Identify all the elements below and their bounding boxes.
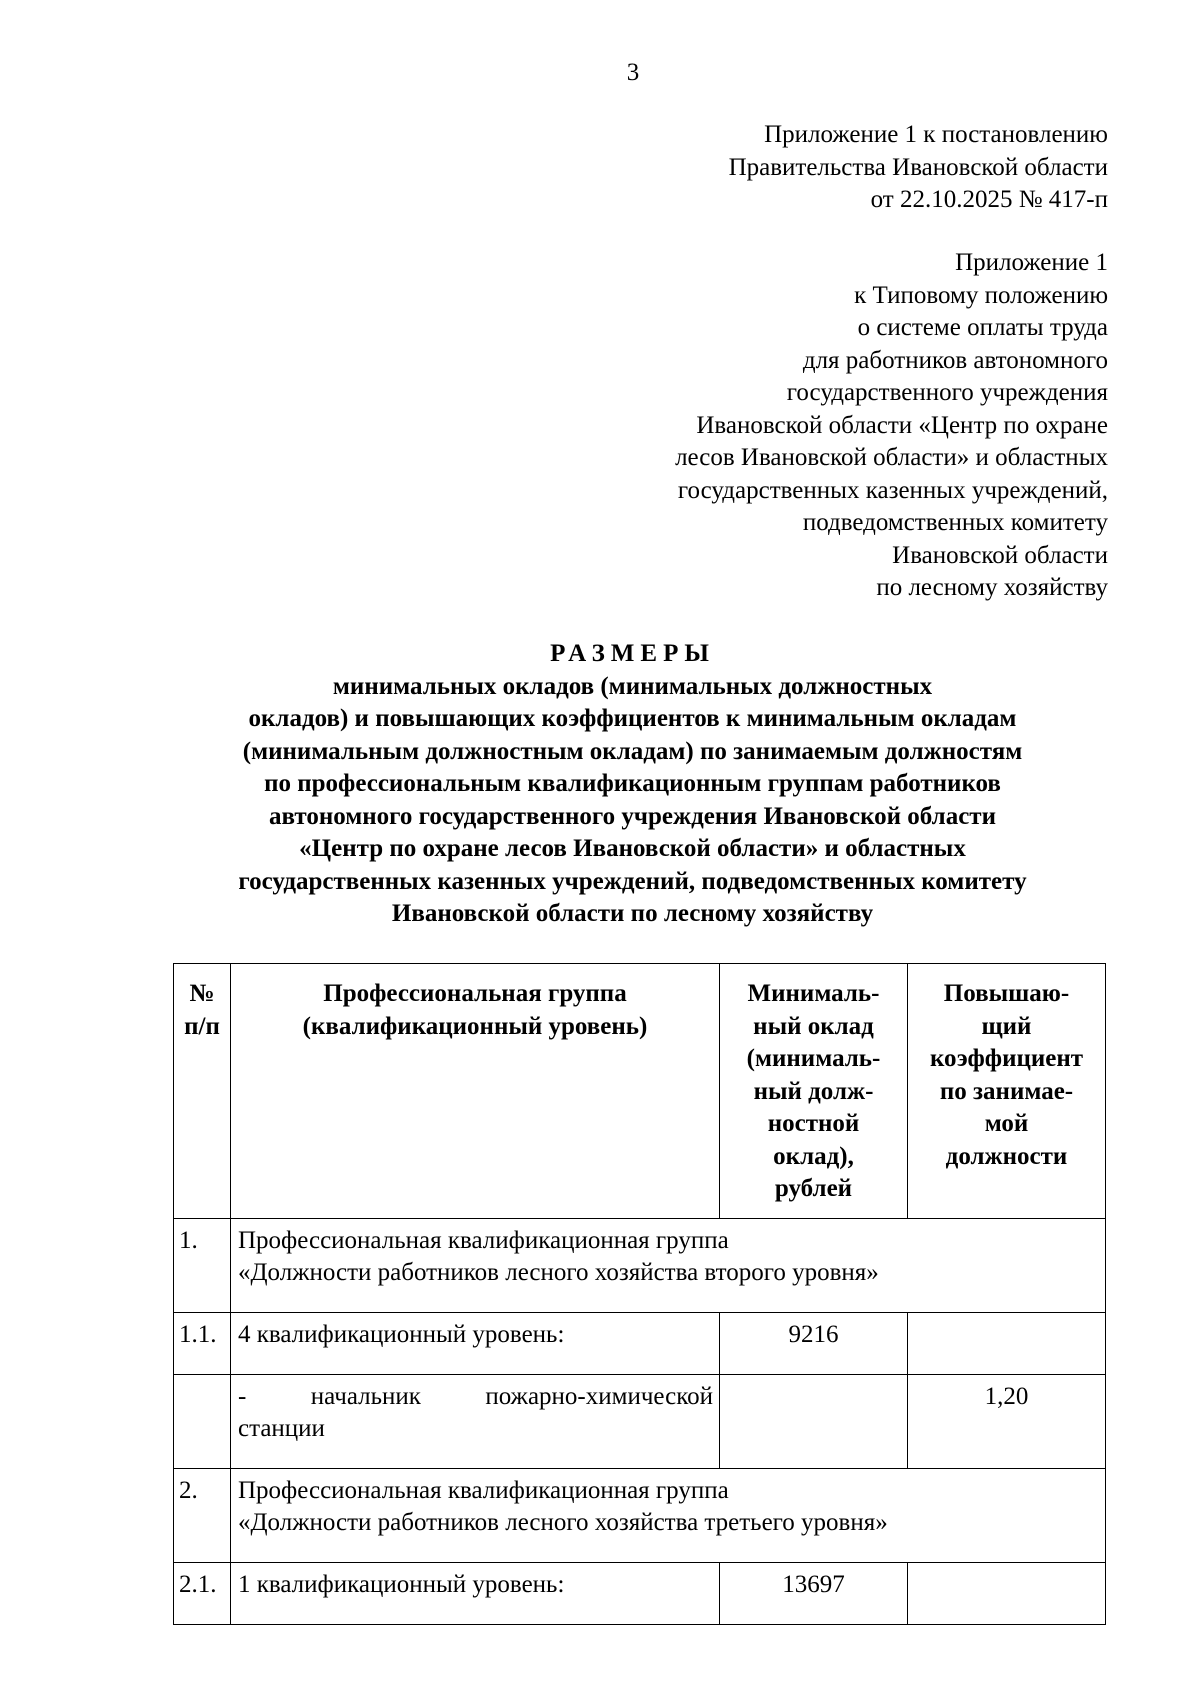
appendix-line: государственных казенных учреждений,: [677, 476, 1108, 504]
header-text: мой: [984, 1110, 1029, 1137]
position-line: станции: [238, 1415, 325, 1442]
appendix-regulation-header: [675, 247, 1108, 605]
header-coefficient: [908, 964, 1106, 1219]
appendix-line: государственного учреждения: [786, 379, 1108, 406]
row-number: 2.1.: [174, 1562, 231, 1624]
header-text: (квалификационный уровень): [302, 1012, 648, 1040]
salary-cell: 13697: [720, 1562, 908, 1624]
header-text: по занимае-: [939, 1077, 1074, 1105]
header-text: (минималь-: [746, 1045, 881, 1072]
appendix-line: подведомственных комитету: [802, 509, 1108, 536]
title-line: «Центр по охране лесов Ивановской области» и областных: [299, 835, 966, 862]
header-text: рублей: [774, 1175, 853, 1202]
title-line: минимальных окладов (минимальных должностных: [332, 672, 933, 700]
appendix-line: лесов Ивановской области» и областных: [675, 444, 1108, 471]
row-number: 1.1.: [174, 1312, 231, 1374]
position-word: пожарно-химической: [485, 1382, 713, 1410]
appendix-line: о системе оплаты труда: [857, 314, 1108, 341]
document-title: [150, 638, 1115, 931]
header-text: ный долж-: [753, 1077, 874, 1105]
table-row: [174, 1468, 1106, 1562]
salary-cell: 9216: [720, 1312, 908, 1374]
title-line: автономного государственного учреждения Ивановской области: [268, 802, 996, 830]
row-number: [174, 1374, 231, 1468]
group-title-cell: [231, 1468, 1106, 1562]
header-text: №: [189, 980, 215, 1007]
header-text: оклад),: [773, 1142, 854, 1170]
row-number: 2.: [174, 1468, 231, 1562]
table-row: [174, 1562, 1106, 1624]
position-word: начальник: [310, 1382, 421, 1410]
appendix-line: от 22.10.2025 № 417-п: [870, 186, 1108, 213]
header-text: коэффициент: [929, 1045, 1084, 1072]
appendix-resolution-header: [729, 119, 1108, 217]
page-number: 3: [626, 59, 640, 86]
table-row: [174, 1312, 1106, 1374]
appendix-line: Ивановской области: [892, 541, 1108, 569]
group-title-line: Профессиональная квалификационная группа: [238, 1226, 729, 1254]
group-title-line: «Должности работников лесного хозяйства третьего уровня»: [238, 1509, 888, 1536]
title-line: окладов) и повышающих коэффициентов к минимальным окладам: [248, 705, 1017, 732]
position-cell: [231, 1374, 720, 1468]
appendix-line: для работников автономного: [802, 346, 1108, 374]
appendix-line: Приложение 1 к постановлению: [764, 121, 1108, 148]
group-title-line: Профессиональная квалификационная группа: [238, 1476, 729, 1504]
header-text: Профессиональная группа: [323, 980, 627, 1007]
header-text: Минималь-: [747, 980, 880, 1007]
position-line: [238, 1381, 719, 1414]
coefficient-cell: [908, 1562, 1106, 1624]
group-title-cell: [231, 1218, 1106, 1312]
appendix-line: Приложение 1: [955, 249, 1108, 276]
salary-table: [173, 963, 1106, 1625]
title-main: РАЗМЕРЫ: [550, 640, 715, 667]
title-line: по профессиональным квалификационным группам работников: [264, 770, 1001, 797]
header-text: ный оклад: [753, 1012, 874, 1040]
header-group: [231, 964, 720, 1219]
title-line: Ивановской области по лесному хозяйству: [391, 900, 874, 927]
header-text: Повышаю-: [943, 980, 1070, 1007]
coefficient-cell: 1,20: [908, 1374, 1106, 1468]
title-line: государственных казенных учреждений, подведомственных комитету: [238, 867, 1027, 895]
header-salary: [720, 964, 908, 1219]
qualification-level-cell: 4 квалификационный уровень:: [231, 1312, 720, 1374]
table-row: [174, 1218, 1106, 1312]
coefficient-cell: [908, 1312, 1106, 1374]
appendix-line: по лесному хозяйству: [876, 574, 1108, 601]
header-text: щий: [981, 1012, 1032, 1040]
appendix-line: Ивановской области «Центр по охране: [696, 411, 1108, 439]
row-number: 1.: [174, 1218, 231, 1312]
salary-cell: [720, 1374, 908, 1468]
appendix-line: Правительства Ивановской области: [728, 153, 1108, 181]
title-line: (минимальным должностным окладам) по занимаемым должностям: [242, 737, 1023, 765]
group-title-line: «Должности работников лесного хозяйства второго уровня»: [238, 1259, 879, 1286]
qualification-level-cell: 1 квалификационный уровень:: [231, 1562, 720, 1624]
header-text: п/п: [184, 1012, 220, 1040]
table-header-row: [174, 964, 1106, 1219]
header-num: [174, 964, 231, 1219]
header-text: должности: [945, 1142, 1068, 1170]
position-word: -: [238, 1382, 247, 1410]
header-text: ностной: [767, 1110, 860, 1137]
table-row: [174, 1374, 1106, 1468]
appendix-line: к Типовому положению: [854, 281, 1108, 309]
